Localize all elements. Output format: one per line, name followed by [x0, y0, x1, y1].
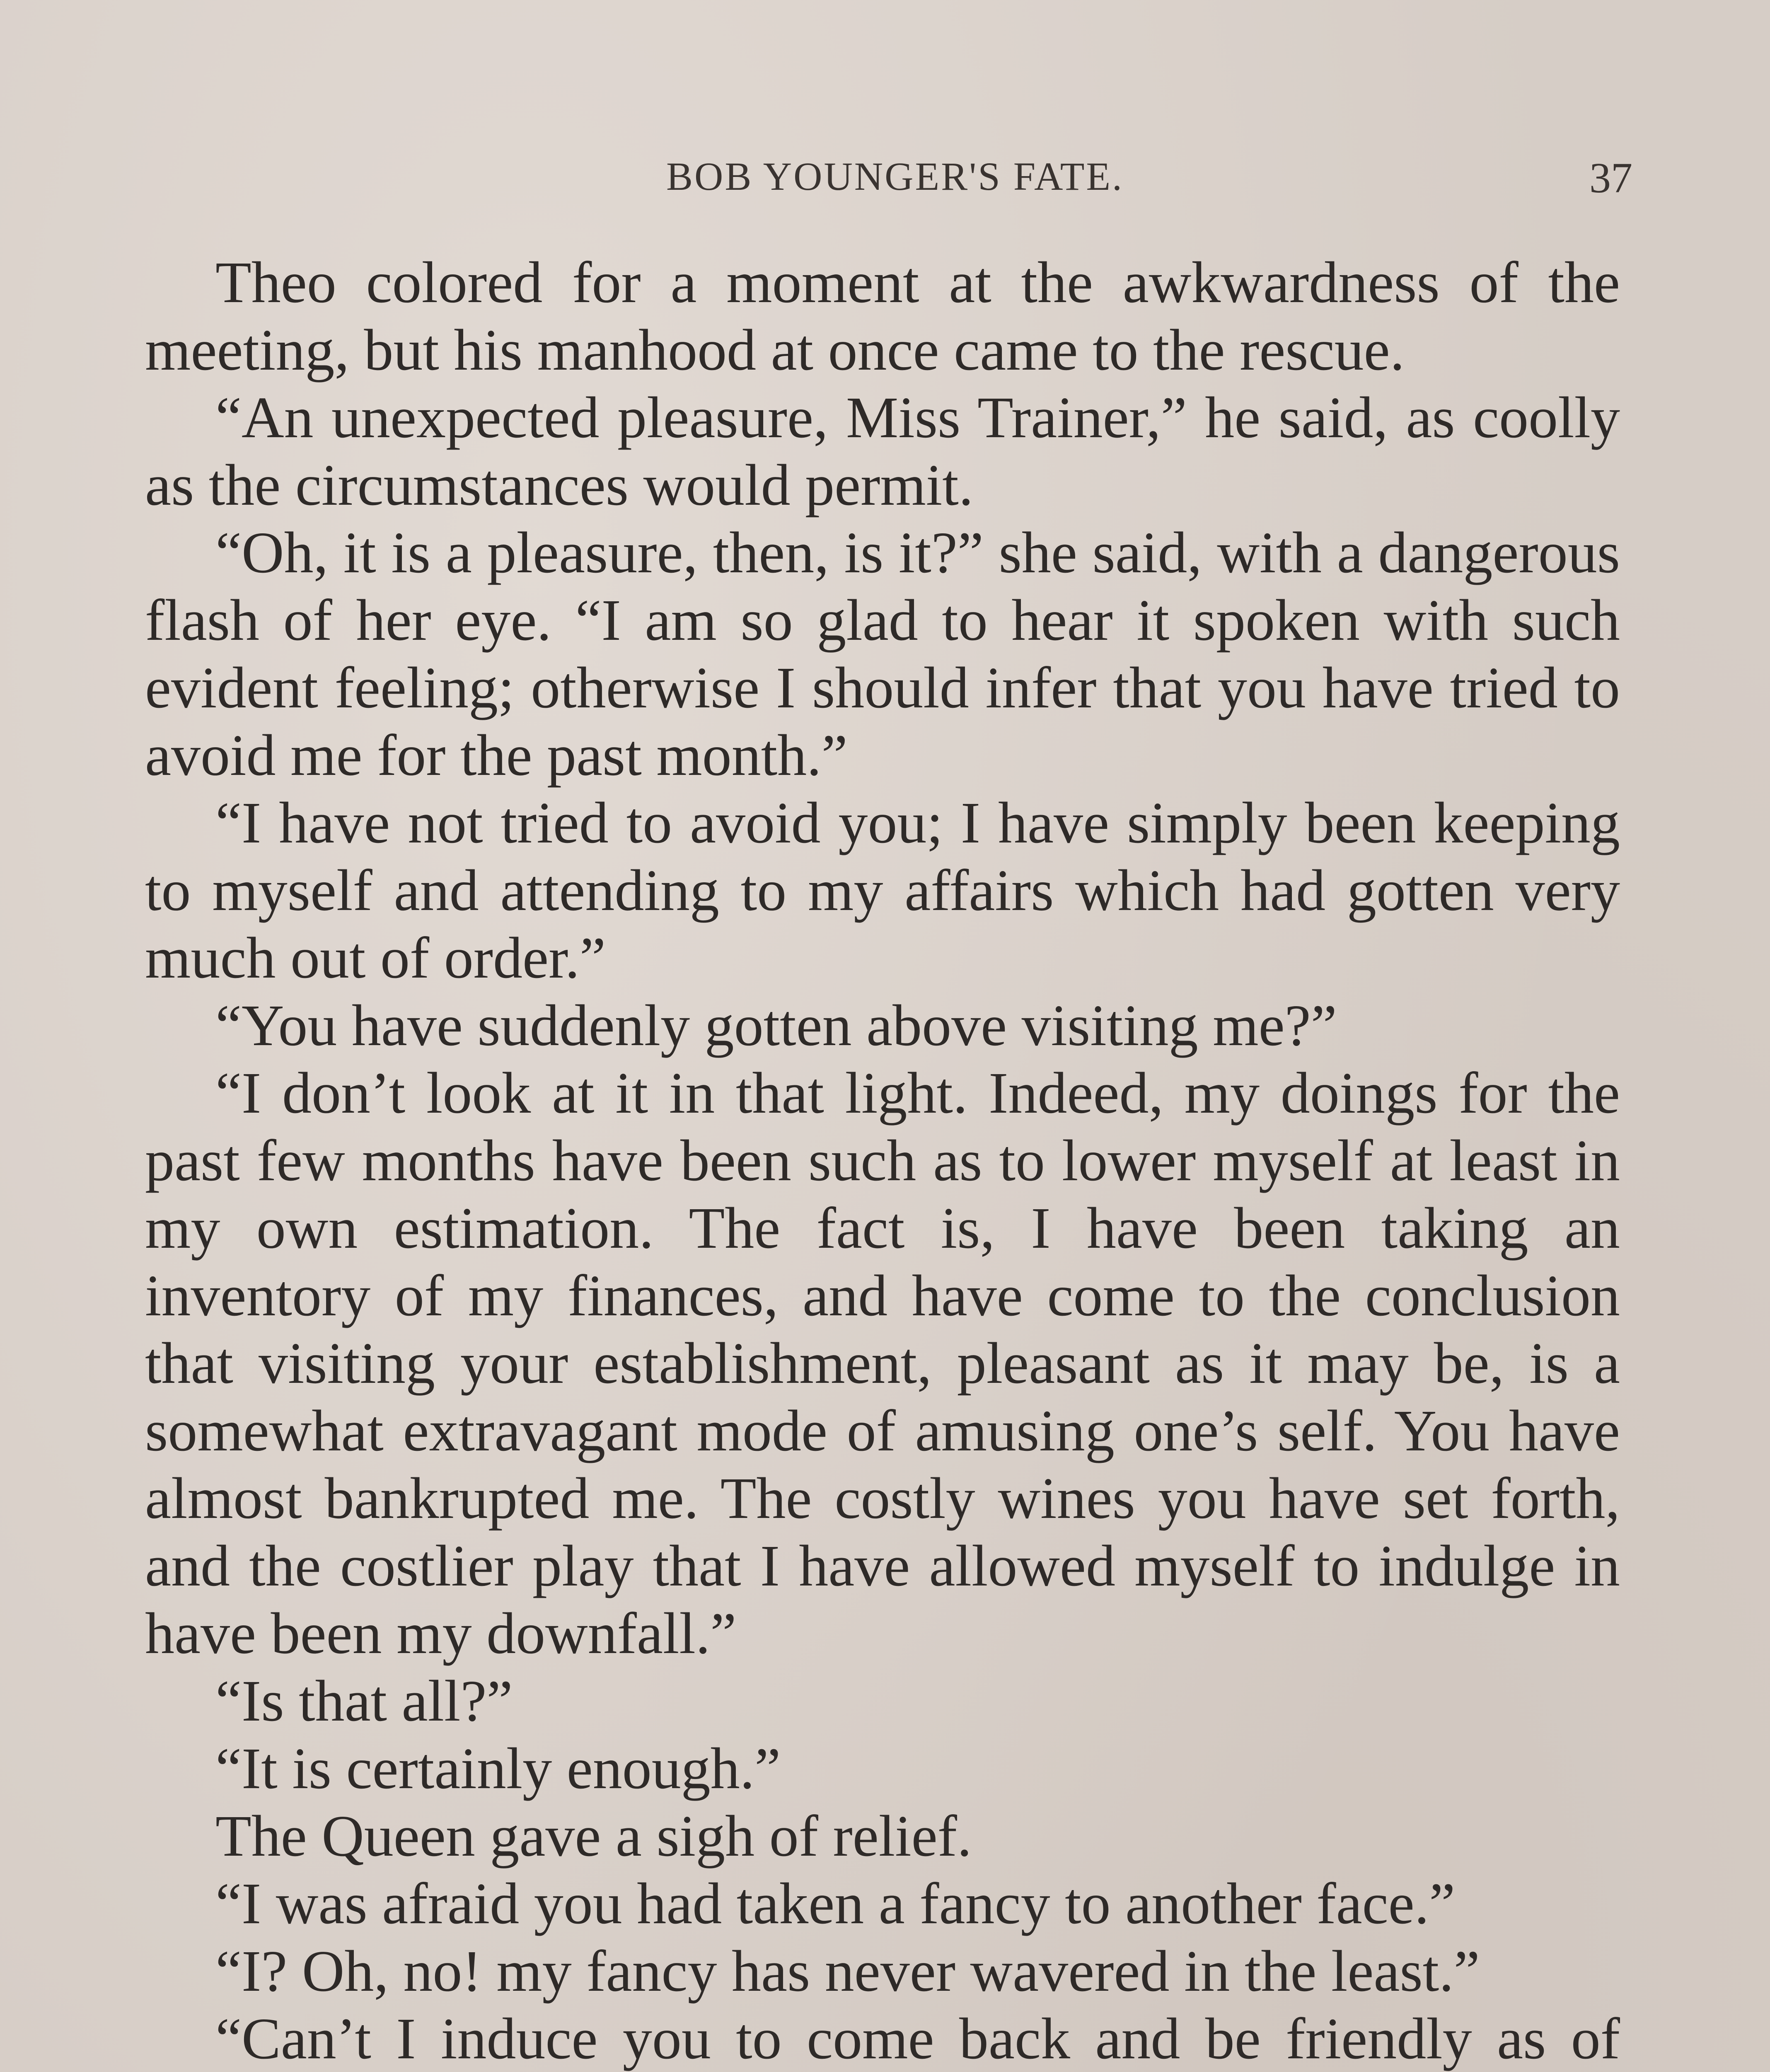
paragraph: “I have not tried to avoid you; I have simply been keeping to myself and attending to my affairs which had gotten very much out of order.” [145, 790, 1620, 990]
paragraph: The Queen gave a sigh of relief. [215, 1803, 972, 1869]
running-head [157, 153, 1632, 211]
paragraph: “I? Oh, no! my fancy has never wavered in the least.” [215, 1938, 1480, 2004]
paragraph: Theo colored for a moment at the awkwardness of the meeting, but his manhood at once came to the rescue. [145, 249, 1620, 382]
body-text [145, 249, 1620, 2072]
paragraph: “Oh, it is a pleasure, then, is it?” she said, with a dangerous flash of her eye. “I am so glad to hear it spoken with such evident feeling; otherwise I should infer that you have tried to avoid me for the past month.” [145, 520, 1620, 788]
paragraph: “You have suddenly gotten above visiting me?” [215, 992, 1337, 1058]
running-title: BOB YOUNGER'S FATE. [666, 154, 1124, 198]
paragraph: “Is that all?” [215, 1668, 513, 1733]
paragraph: “Can’t I induce you to come back and be friendly as of [215, 2006, 1620, 2071]
paragraph: “I don’t look at it in that light. Indeed, my doings for the past few months have been such as to lower myself at least in my own estimation. The fact is, I have been taking an inventory of my finances, and have come to the conclusion that visiting your establishment, pleasant as it may be, is a somewhat extravagant mode of amusing one’s self. You have almost bankrupted me. The costly wines you have set forth, and the costlier play that I have allowed myself to indulge in have been my downfall.” [145, 1060, 1620, 1666]
paragraph: “It is certainly enough.” [215, 1736, 781, 1801]
paragraph: “An unexpected pleasure, Miss Trainer,” he said, as coolly as the circumstances would permit. [145, 385, 1620, 518]
page-number: 37 [1589, 154, 1632, 202]
paragraph: “I was afraid you had taken a fancy to another face.” [215, 1871, 1456, 1936]
